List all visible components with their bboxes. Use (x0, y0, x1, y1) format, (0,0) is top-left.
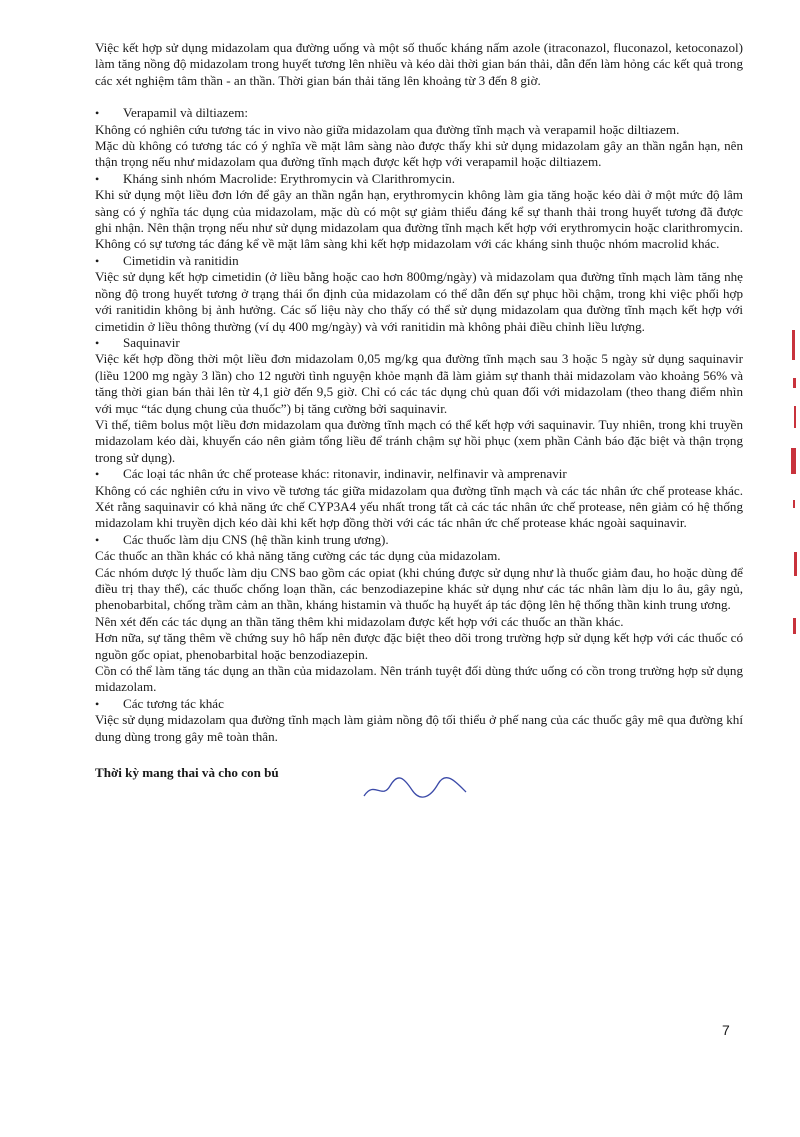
bullet-dot: • (95, 171, 100, 186)
bullet-text: Các tương tác khác (123, 695, 224, 711)
bullet-text: Các loại tác nhân ức chế protease khác: ritonavir, indinavir, nelfinavir và amprenavir (123, 466, 567, 482)
bullet-dot: • (95, 532, 100, 547)
section-heading: Thời kỳ mang thai và cho con bú (95, 765, 279, 781)
bullet-item (95, 532, 743, 548)
paragraph: Cồn có thể làm tăng tác dụng an thần của midazolam. Nên tránh tuyệt đối dùng thức uống có cồn trong trường hợp sử dụng midazolam. (95, 663, 743, 695)
document-body (95, 40, 743, 781)
bullet-text: Verapamil và diltiazem: (123, 105, 249, 121)
paragraph: Các thuốc an thần khác có khả năng tăng cường các tác dụng của midazolam. (95, 548, 501, 564)
bullet-dot: • (95, 696, 100, 711)
bullet-item (95, 105, 743, 121)
paragraph: Việc kết hợp đồng thời một liều đơn midazolam 0,05 mg/kg qua đường tĩnh mạch sau 3 hoặc 5 ngày sử dụng saquinavir (liều 1200 mg ngày 3 lần) cho 12 người tình nguyện khỏe mạnh đã làm giảm sự thanh thải midazolam vào khoảng 56% và tăng thời gian bán thải lên từ 4,1 giờ đến 9,5 giờ. Chỉ có các tác dụng chủ quan đối với midazolam (theo thang điểm nhìn với mục “tác dụng chung của thuốc”) bị tăng cường bởi saquinavir. (95, 351, 743, 416)
paragraph: Việc sử dụng kết hợp cimetidin (ở liều bằng hoặc cao hơn 800mg/ngày) và midazolam qua đường tĩnh mạch làm tăng nhẹ nồng độ trong huyết tương ở trạng thái ổn định của midazolam có thể dẫn đến sự phục hồi chậm, trong khi việc phối hợp với ranitidin không bị ảnh hưởng. Các số liệu này cho thấy có thể sử dụng midazolam qua đường tĩnh mạch kết hợp với cimetidin ở liều thông thường (ví dụ 400 mg/ngày) và với ranitidin mà không phải điều chỉnh liều lượng. (95, 269, 743, 334)
paragraph: Khi sử dụng một liều đơn lớn để gây an thần ngắn hạn, erythromycin không làm gia tăng hoặc kéo dài ở một mức độ lâm sàng có ý nghĩa tác dụng của midazolam, mặc dù có một sự giảm thiểu đáng kể sự thanh thải trong huyết tương đã được ghi nhận. Nên thận trọng nếu như sử dụng midazolam qua đường tĩnh mạch kết hợp với erythromycin hoặc clarithromycin. Không có sự tương tác đáng kể về mặt lâm sàng khi kết hợp midazolam với các kháng sinh thuộc nhóm macrolid khác. (95, 187, 743, 252)
paragraph: Các nhóm dược lý thuốc làm dịu CNS bao gồm các opiat (khi chúng được sử dụng như là thuốc giảm đau, ho hoặc dùng để điều trị thay thế), các thuốc chống loạn thần, các benzodiazepine khác sử dụng như các tác nhân làm dịu lo âu, gây ngủ, phenobarbital, chống trầm cảm an thần, kháng histamin và thuốc hạ huyết áp tác động lên hệ thống thần kinh trung ương. (95, 564, 743, 613)
paragraph: Việc kết hợp sử dụng midazolam qua đường uống và một số thuốc kháng nấm azole (itraconazol, fluconazol, ketoconazol) làm tăng nồng độ midazolam trong huyết tương lên nhiều và kéo dài thời gian bán thải, dẫn đến làm hỏng các kết quả trong các xét nghiệm tâm thần - an thần. Thời gian bán thải tăng lên khoảng từ 3 đến 8 giờ. (95, 40, 743, 88)
paragraph: Không có nghiên cứu tương tác in vivo nào giữa midazolam qua đường tĩnh mạch và verapamil hoặc diltiazem. (95, 121, 680, 137)
paragraph: Việc sử dụng midazolam qua đường tĩnh mạch làm giảm nồng độ tối thiểu ở phế nang của các thuốc gây mê qua đường khí dung dùng trong gây mê toàn thân. (95, 712, 743, 744)
paragraph: Mặc dù không có tương tác có ý nghĩa về mặt lâm sàng nào được thấy khi sử dụng midazolam gây an thần ngắn hạn, nên thận trọng nếu như midazolam qua đường tĩnh mạch được kết hợp với verapamil hoặc diltiazem. (95, 138, 743, 170)
bullet-item (95, 696, 743, 712)
bullet-dot: • (95, 335, 100, 350)
bullet-dot: • (95, 467, 100, 482)
spacer (95, 89, 743, 105)
page-edge-marks (778, 330, 800, 650)
bullet-dot: • (95, 253, 100, 268)
bullet-item (95, 335, 743, 351)
bullet-item (95, 253, 743, 269)
bullet-item (95, 466, 743, 482)
paragraph: Không có các nghiên cứu in vivo về tương tác giữa midazolam qua đường tĩnh mạch và các tác nhân ức chế protease khác. Xét rằng saquinavir có khả năng ức chế CYP3A4 yếu nhất trong tất cả các tác nhân ức chế protease, nên giảm có hệ thống midazolam khi truyền dịch kéo dài khi kết hợp đồng thời với các tác nhân ức chế protease khác ngoài saquinavir. (95, 482, 743, 531)
bullet-item (95, 171, 743, 187)
paragraph: Nên xét đến các tác dụng an thần tăng thêm khi midazolam được kết hợp với các thuốc an thần khác. (95, 613, 624, 629)
bullet-dot: • (95, 106, 100, 121)
bullet-text: Saquinavir (123, 334, 180, 350)
bullet-text: Kháng sinh nhóm Macrolide: Erythromycin và Clarithromycin. (123, 170, 456, 186)
bullet-text: Cimetidin và ranitidin (123, 252, 239, 268)
pen-scribble-mark (360, 776, 470, 802)
page-number: 7 (722, 1022, 730, 1038)
paragraph: Hơn nữa, sự tăng thêm về chứng suy hô hấp nên được đặc biệt theo dõi trong trường hợp sử dụng kết hợp với các thuốc có nguồn gốc opiat, phenobarbital hoặc benzodiazepin. (95, 630, 743, 662)
bullet-text: Các thuốc làm dịu CNS (hệ thần kinh trung ương). (123, 531, 389, 547)
paragraph: Vì thế, tiêm bolus một liều đơn midazolam qua đường tĩnh mạch có thể kết hợp với saquinavir. Tuy nhiên, trong khi truyền midazolam kéo dài, khuyến cáo nên giảm tổng liều để tránh chậm sự hồi phục (xem phần Cảnh báo đặc biệt và thận trọng trong sử dụng). (95, 416, 743, 465)
